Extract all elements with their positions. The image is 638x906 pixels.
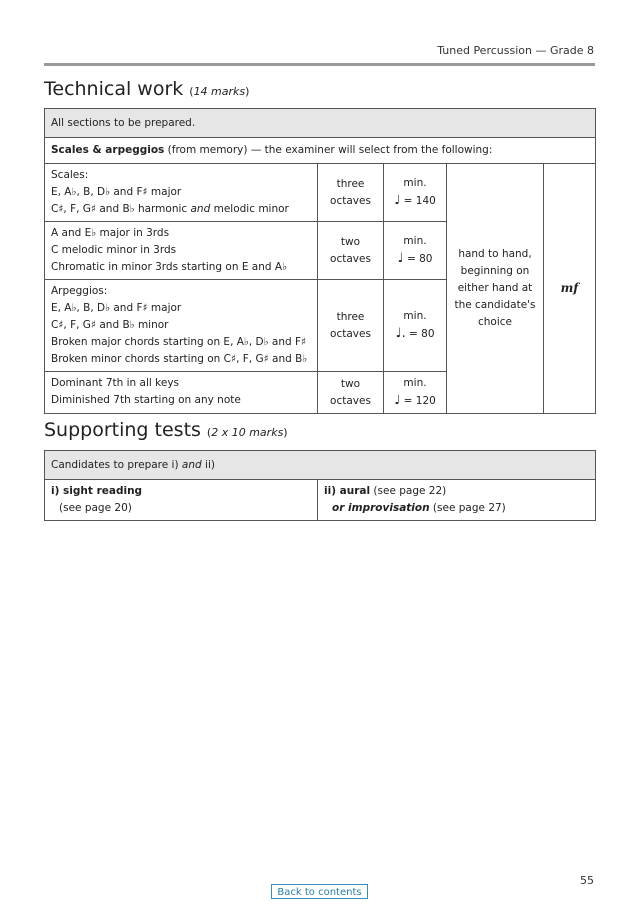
running-header: Tuned Percussion — Grade 8: [437, 44, 594, 57]
sight-reading-cell: [45, 480, 318, 521]
articulation-cell: hand to hand, beginning on either hand at the candidate's choice: [447, 164, 544, 414]
improvisation-label: or improvisation: [332, 502, 430, 514]
sevenths-tempo: min. ♩ = 120: [384, 372, 447, 414]
thirds-range: two octaves: [318, 222, 384, 280]
prep-cell: Candidates to prepare i) and ii): [45, 451, 596, 480]
sight-reading-ref: (see page 20): [59, 502, 132, 514]
supporting-tests-title: Supporting tests: [44, 419, 201, 441]
page-number: 55: [580, 874, 594, 887]
technical-work-table: [44, 108, 596, 414]
sevenths-group-cell: Dominant 7th in all keys Diminished 7th starting on any note: [45, 372, 318, 414]
sevenths-range: two octaves: [318, 372, 384, 414]
header-rule: [44, 63, 595, 66]
scales-major: E, A♭, B, D♭ and F♯ major: [51, 186, 182, 198]
technical-work-title: Technical work: [44, 78, 184, 100]
dynamic-marking: mf: [560, 280, 579, 295]
scales-heading: Scales:: [51, 169, 89, 181]
thirds-tempo: min. ♩ = 80: [384, 222, 447, 280]
technical-work-marks: (14 marks): [189, 85, 250, 98]
intro-rest: (from memory) — the examiner will select from the following:: [164, 144, 493, 156]
intro-cell: [45, 138, 596, 164]
thirds-group-cell: A and E♭ major in 3rds C melodic minor in 3rds Chromatic in minor 3rds starting on E and A♭: [45, 222, 318, 280]
notice-cell: All sections to be prepared.: [45, 109, 596, 138]
scales-minor: C♯, F, G♯ and B♭ harmonic and melodic minor: [51, 203, 289, 215]
aural-cell: [318, 480, 596, 521]
quarter-note-icon: ♩: [397, 251, 404, 266]
sight-reading-label: i) sight reading: [51, 485, 143, 497]
improvisation-ref: (see page 27): [429, 502, 506, 514]
quarter-note-icon: ♩: [394, 193, 401, 208]
supporting-tests-table: [44, 450, 596, 521]
arpeggios-range: three octaves: [318, 280, 384, 372]
dynamic-cell: [544, 164, 596, 414]
arpeggios-group-cell: Arpeggios: E, A♭, B, D♭ and F♯ major C♯, F, G♯ and B♭ minor Broken major chords starting on E, A♭, D♭ and F♯ Broken minor chords starting on C♯, F, G♯ and B♭: [45, 280, 318, 372]
supporting-tests-heading: [44, 419, 288, 441]
scales-tempo: min. ♩ = 140: [384, 164, 447, 222]
arpeggios-tempo: min. ♩. = 80: [384, 280, 447, 372]
technical-work-heading: [44, 78, 249, 100]
intro-bold: Scales & arpeggios: [51, 144, 165, 156]
dotted-quarter-note-icon: ♩.: [395, 326, 406, 341]
scales-group-cell: [45, 164, 318, 222]
supporting-tests-marks: (2 x 10 marks): [206, 426, 288, 439]
back-to-contents-link[interactable]: Back to contents: [271, 884, 368, 899]
aural-ref: (see page 22): [370, 485, 447, 497]
aural-label: ii) aural: [324, 485, 371, 497]
scales-range: three octaves: [318, 164, 384, 222]
quarter-note-icon: ♩: [394, 393, 401, 408]
